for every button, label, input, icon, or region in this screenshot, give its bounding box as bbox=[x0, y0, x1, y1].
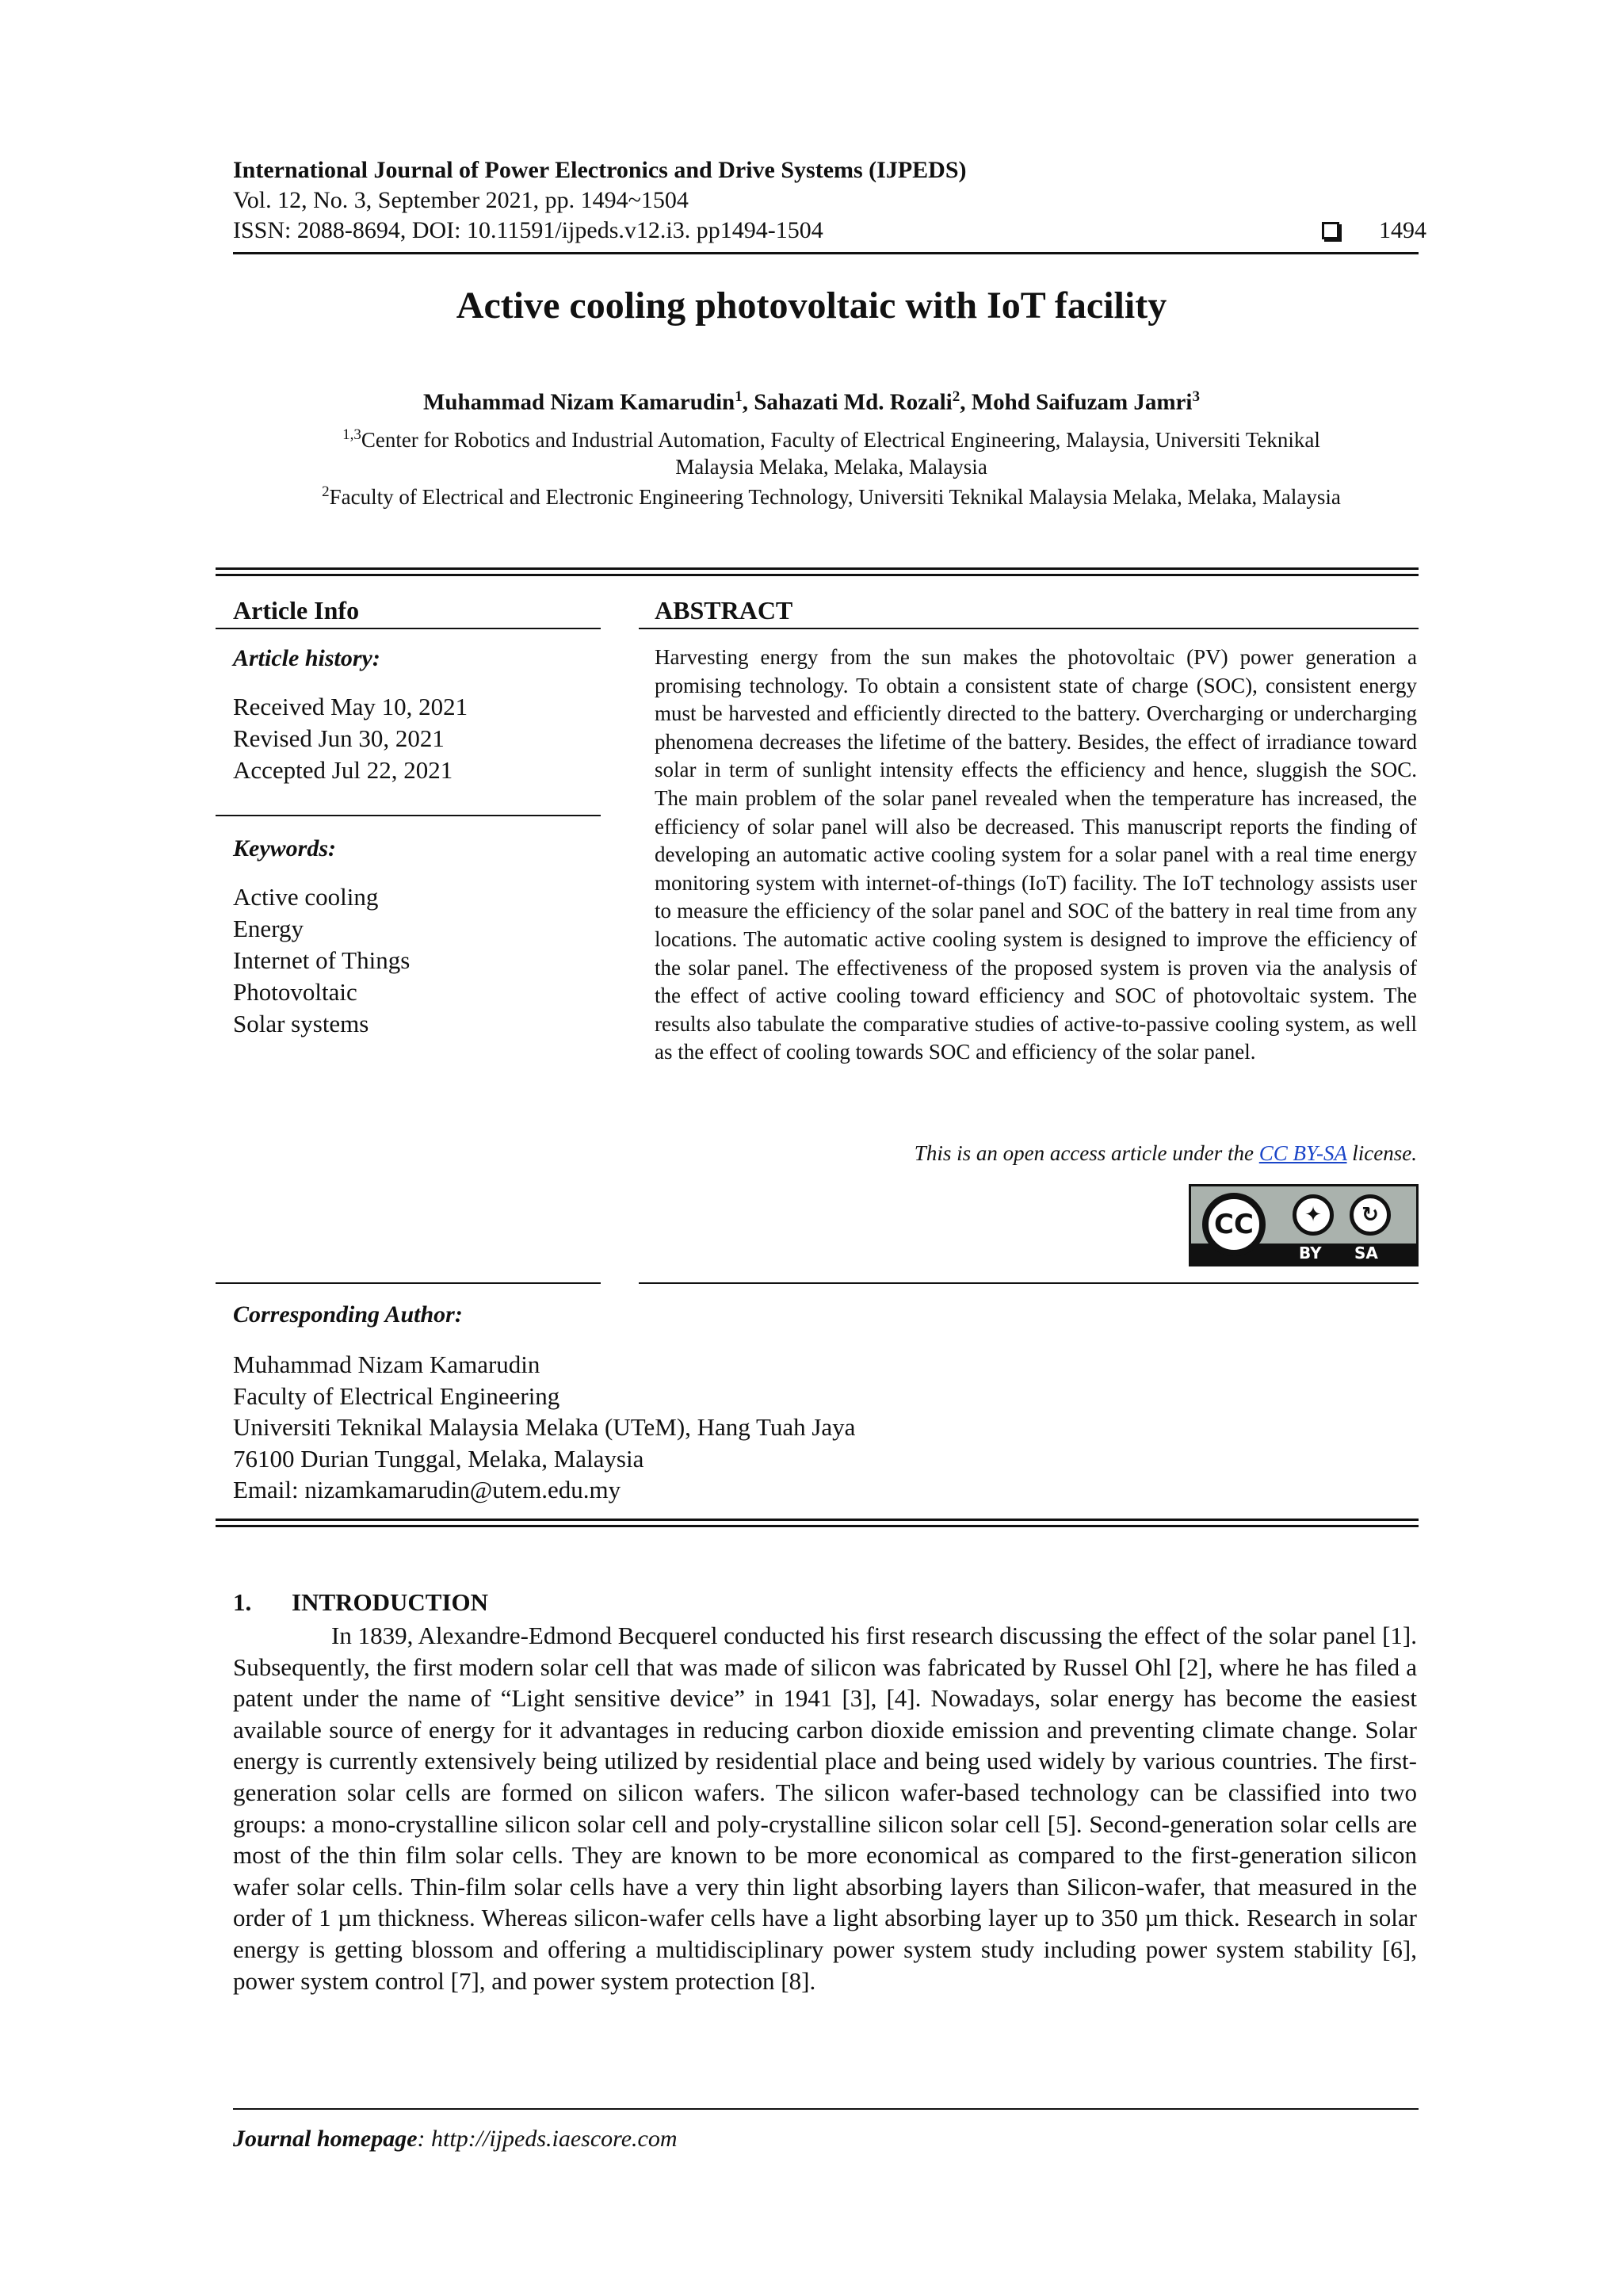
keyword-item: Active cooling bbox=[233, 883, 379, 911]
history-rule bbox=[216, 815, 601, 816]
affiliation-1 bbox=[233, 422, 1430, 480]
article-info-heading: Article Info bbox=[233, 596, 360, 625]
journal-issn: ISSN: 2088-8694, DOI: 10.11591/ijpeds.v12.i3. pp1494-1504 bbox=[233, 217, 823, 243]
keyword-item: Solar systems bbox=[233, 1010, 369, 1037]
introduction-paragraph: In 1839, Alexandre-Edmond Becquerel conducted his first research discussing the effect of the solar panel [1]. Subsequently, the first modern solar cell that was made of silicon was fabricated by Russel Ohl [2], where he has filed a patent under the name of “Light sensitive device” in 1941 [3], [4]. Nowadays, solar energy has become the easiest available source of energy for it advantages in reducing carbon dioxide emission and preventing climate change. Solar energy is currently extensively being utilized by residential place and being used widely by various countries. The first-generation solar cells are formed on silicon wafers. The silicon wafer-based technology can be classified into two groups: a mono-crystalline silicon solar cell and poly-crystalline silicon solar cell [5]. Second-generation solar cells are most of the thin film solar cells. They are known to be more economical as compared to the first-generation silicon wafer solar cells. Thin-film solar cells have a very thin light absorbing layers than Silicon-wafer, that measured in the order of 1 µm thickness. Whereas silicon-wafer cells have a light absorbing layer up to 350 µm thick. Research in solar energy is getting blossom and offering a multidisciplinary power system study including power system stability [6], power system control [7], and power system protection [8]. bbox=[233, 1622, 1417, 1995]
info-top-rule bbox=[216, 567, 1419, 570]
abstract-bottom-rule bbox=[639, 1282, 1419, 1284]
history-item: Revised Jun 30, 2021 bbox=[233, 724, 445, 752]
affiliation-sup: 1,3 bbox=[342, 426, 361, 443]
license-statement bbox=[655, 1141, 1417, 1166]
history-item: Accepted Jul 22, 2021 bbox=[233, 756, 453, 784]
cc-by-sa-badge[interactable] bbox=[1189, 1184, 1419, 1266]
homepage-label: Journal homepage bbox=[233, 2126, 418, 2152]
homepage-url[interactable]: : http://ijpeds.iaescore.com bbox=[417, 2126, 678, 2152]
attribution-icon: ✦ bbox=[1293, 1194, 1334, 1236]
history-item: Received May 10, 2021 bbox=[233, 693, 468, 720]
paper-title: Active cooling photovoltaic with IoT facility bbox=[456, 285, 1167, 327]
author-sup: 2 bbox=[952, 388, 960, 405]
affiliation-line: Faculty of Electrical and Electronic Engineering Technology, Universiti Teknikal Malaysia Melaka, Melaka, Malaysia bbox=[329, 485, 1341, 509]
affiliation-line: Malaysia Melaka, Melaka, Malaysia bbox=[675, 455, 987, 479]
article-info-rule bbox=[216, 628, 601, 629]
share-alike-icon: ↻ bbox=[1350, 1194, 1391, 1236]
corresponding-line: Universiti Teknikal Malaysia Melaka (UTeM), Hang Tuah Jaya bbox=[233, 1413, 856, 1442]
journal-homepage bbox=[233, 2126, 678, 2153]
affiliation-sup: 2 bbox=[322, 483, 330, 500]
abstract-paragraph: Harvesting energy from the sun makes the photovoltaic (PV) power generation a promising technology. To obtain a consistent state of charge (SOC), consistent energy must be harvested and efficiently directed to the battery. Overcharging or undercharging phenomena decreases the lifetime of the battery. Besides, the effect of irradiance toward solar in term of sunlight intensity effects the efficiency and hence, sluggish the SOC. The main problem of the solar panel revealed when the temperature has increased, the efficiency of solar panel will also be decreased. This manuscript reports the finding of developing an automatic active cooling system for a solar panel with a real time energy monitoring system with internet-of-things (IoT) facility. The IoT technology assists user to measure the efficiency of the solar panel and SOC of the battery in real time from any locations. The automatic active cooling system is designed to improve the efficiency of the solar panel. The effectiveness of the proposed system is proven via the analysis of the effect of active cooling toward efficiency and SOC of photovoltaic system. The results also tabulate the comparative studies of active-to-passive cooling system, as well as the effect of cooling towards SOC and efficiency of the solar panel. bbox=[655, 645, 1417, 1064]
corresponding-line: Muhammad Nizam Kamarudin bbox=[233, 1350, 540, 1378]
header-rule bbox=[233, 252, 1419, 254]
corresponding-line: Faculty of Electrical Engineering bbox=[233, 1381, 560, 1410]
introduction-heading bbox=[233, 1588, 488, 1617]
article-history-list bbox=[233, 691, 468, 786]
info-bottom-rule bbox=[216, 1519, 1419, 1521]
license-prefix: This is an open access article under the bbox=[914, 1141, 1259, 1165]
section-number: 1. bbox=[233, 1588, 252, 1616]
keyword-item: Internet of Things bbox=[233, 946, 411, 974]
page-square-icon bbox=[1322, 222, 1339, 239]
cc-by-sa-link[interactable]: CC BY-SA bbox=[1258, 1141, 1347, 1165]
author-name: Muhammad Nizam Kamarudin bbox=[423, 389, 735, 415]
footer-rule bbox=[233, 2108, 1419, 2110]
author-name: Mohd Saifuzam Jamri bbox=[971, 389, 1193, 415]
corresponding-heading: Corresponding Author: bbox=[233, 1301, 463, 1328]
keyword-item: Energy bbox=[233, 915, 304, 942]
abstract-rule bbox=[639, 628, 1419, 629]
abstract-heading: ABSTRACT bbox=[655, 596, 793, 625]
keywords-list bbox=[233, 881, 410, 1040]
info-bottom-rule bbox=[216, 1525, 1419, 1527]
license-suffix: license. bbox=[1346, 1141, 1417, 1165]
keyword-item: Photovoltaic bbox=[233, 978, 357, 1006]
info-top-rule bbox=[216, 574, 1419, 576]
affiliation-line: Center for Robotics and Industrial Automation, Faculty of Electrical Engineering, Malaysia, Universiti Teknikal bbox=[361, 428, 1320, 452]
badge-by-label: BY bbox=[1299, 1244, 1322, 1263]
keywords-heading: Keywords: bbox=[233, 835, 336, 861]
journal-volume: Vol. 12, No. 3, September 2021, pp. 1494~1504 bbox=[233, 187, 689, 213]
author-list: Muhammad Nizam Kamarudin$^1$, Sahazati Md. Rozali$^2$, Mohd Saifuzam Jamri$^3$ bbox=[423, 388, 1200, 415]
page-number: 1494 bbox=[1379, 217, 1426, 243]
author-name: Sahazati Md. Rozali bbox=[754, 389, 953, 415]
article-history-heading: Article history: bbox=[233, 645, 380, 671]
affiliation-2 bbox=[233, 479, 1430, 510]
abstract-text bbox=[655, 644, 1417, 1067]
author-sup: 3 bbox=[1192, 388, 1200, 405]
cc-icon: CC bbox=[1202, 1193, 1266, 1256]
article-info-bottom-rule bbox=[216, 1282, 601, 1284]
corresponding-line: 76100 Durian Tunggal, Melaka, Malaysia bbox=[233, 1444, 644, 1473]
author-sup: 1 bbox=[735, 388, 743, 405]
section-title: INTRODUCTION bbox=[292, 1588, 489, 1616]
corresponding-details bbox=[233, 1349, 855, 1506]
journal-title: International Journal of Power Electronics and Drive Systems (IJPEDS) bbox=[233, 157, 967, 183]
badge-sa-label: SA bbox=[1354, 1244, 1378, 1263]
corresponding-email: Email: nizamkamarudin@utem.edu.my bbox=[233, 1476, 621, 1504]
